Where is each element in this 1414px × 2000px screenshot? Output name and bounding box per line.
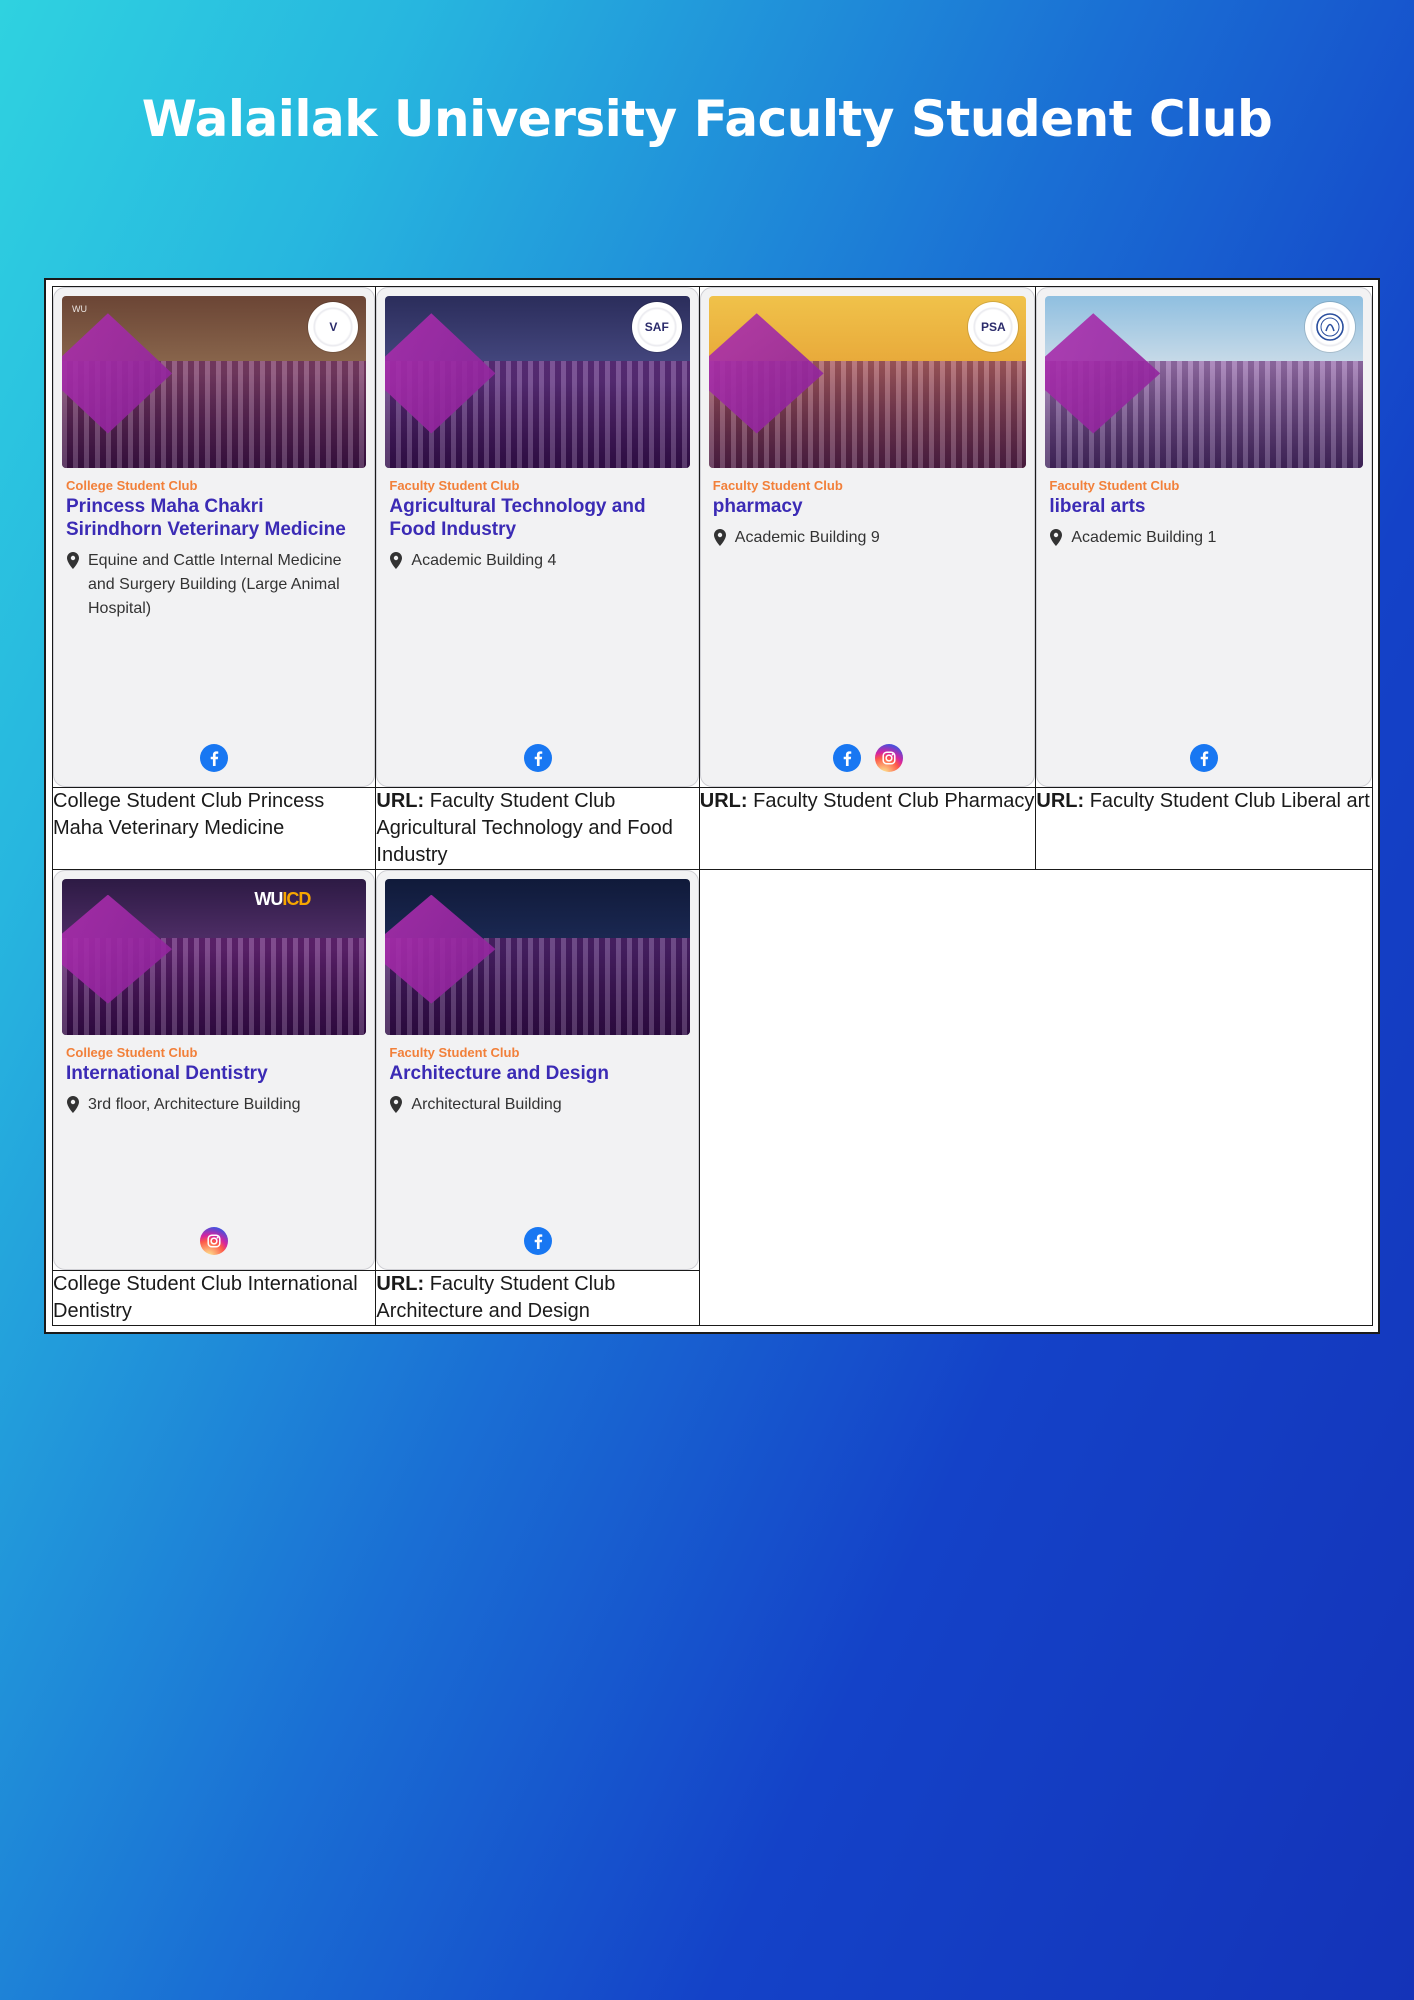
club-logo-icon: V (308, 302, 358, 352)
card-cell-liberal-arts (1036, 287, 1373, 788)
club-logo-icon: SAF (632, 302, 682, 352)
caption-cell (53, 1271, 376, 1326)
club-name: liberal arts (1049, 496, 1146, 517)
caption-label: URL: (376, 1273, 425, 1295)
clubs-table-container (44, 278, 1380, 1334)
clubs-table (52, 286, 1373, 1326)
empty-cell (699, 870, 1372, 1326)
page-title: Walailak University Faculty Student Club (141, 90, 1273, 148)
location-pin-icon (713, 529, 727, 551)
club-name: Architecture and Design (389, 1063, 609, 1084)
club-kicker: Faculty Student Club (1049, 478, 1180, 493)
club-kicker: College Student Club (66, 1045, 198, 1060)
instagram-icon[interactable] (875, 744, 903, 772)
caption-text: College Student Club Princess Maha Veterinary Medicine (53, 790, 325, 839)
caption-cell (376, 788, 699, 870)
club-location-row (1049, 526, 1359, 551)
club-socials (701, 744, 1035, 772)
club-socials (54, 1227, 374, 1255)
club-location-row (66, 549, 362, 621)
club-location-row (389, 1093, 685, 1118)
facebook-icon[interactable] (833, 744, 861, 772)
caption-cell (376, 1271, 699, 1326)
club-location-row (713, 526, 1023, 551)
caption-cell (1036, 788, 1373, 870)
club-location-text: Academic Building 4 (411, 552, 557, 570)
club-photo (1045, 296, 1363, 468)
club-socials (377, 1227, 697, 1255)
club-location-row (389, 549, 685, 574)
location-pin-icon (1049, 529, 1063, 551)
photo-caption-overlay: WU (72, 304, 87, 314)
club-name: pharmacy (712, 496, 803, 517)
club-socials (1037, 744, 1371, 772)
caption-label: URL: (376, 790, 425, 812)
club-location-text: Academic Building 9 (734, 529, 880, 547)
club-kicker: College Student Club (66, 478, 198, 493)
facebook-icon[interactable] (200, 744, 228, 772)
club-name: Princess Maha Chakri Sirindhorn Veterinary Medicine (66, 496, 346, 541)
location-pin-icon (66, 552, 80, 574)
club-photo (62, 879, 366, 1035)
club-logo-icon: PSA (968, 302, 1018, 352)
club-card[interactable] (1036, 287, 1372, 787)
instagram-icon[interactable] (200, 1227, 228, 1255)
caption-text: Faculty Student Club Pharmacy (753, 790, 1035, 812)
club-card[interactable] (700, 287, 1036, 787)
card-cell-architecture (376, 870, 699, 1271)
club-socials (377, 744, 697, 772)
club-location-text: 3rd floor, Architecture Building (88, 1096, 301, 1114)
club-photo (62, 296, 366, 468)
club-photo (709, 296, 1027, 468)
caption-text: College Student Club International Dentistry (53, 1273, 358, 1322)
caption-cell (53, 788, 376, 870)
facebook-icon[interactable] (524, 1227, 552, 1255)
club-location-text: Equine and Cattle Internal Medicine and Surgery Building (Large Animal Hospital) (88, 552, 342, 618)
caption-text: Faculty Student Club Architecture and Design (376, 1273, 616, 1322)
caption-cell (699, 788, 1036, 870)
card-cell-pharmacy (699, 287, 1036, 788)
location-pin-icon (66, 1096, 80, 1118)
club-location-row (66, 1093, 362, 1118)
club-kicker: Faculty Student Club (389, 1045, 520, 1060)
club-card[interactable] (376, 287, 698, 787)
caption-text: Faculty Student Club Agricultural Technology and Food Industry (376, 790, 673, 866)
facebook-icon[interactable] (524, 744, 552, 772)
club-location-text: Academic Building 1 (1071, 529, 1217, 547)
table-row (53, 870, 1373, 1271)
club-logo-icon (1305, 302, 1355, 352)
table-row (53, 287, 1373, 788)
caption-text: Faculty Student Club Liberal art (1089, 790, 1370, 812)
club-name: International Dentistry (66, 1063, 268, 1084)
club-photo (385, 296, 689, 468)
club-kicker: Faculty Student Club (712, 478, 843, 493)
table-row (53, 788, 1373, 870)
location-pin-icon (389, 552, 403, 574)
facebook-icon[interactable] (1190, 744, 1218, 772)
club-card[interactable] (53, 287, 375, 787)
caption-label: URL: (1036, 790, 1085, 812)
card-cell-veterinary (53, 287, 376, 788)
club-location-text: Architectural Building (411, 1096, 562, 1114)
card-cell-dentistry (53, 870, 376, 1271)
club-socials (54, 744, 374, 772)
club-photo (385, 879, 689, 1035)
club-card[interactable] (376, 870, 698, 1270)
club-card[interactable] (53, 870, 375, 1270)
club-kicker: Faculty Student Club (389, 478, 520, 493)
location-pin-icon (389, 1096, 403, 1118)
club-name: Agricultural Technology and Food Industry (389, 496, 646, 541)
caption-label: URL: (699, 790, 748, 812)
card-cell-agri (376, 287, 699, 788)
club-wordmark: WUICD (254, 889, 311, 909)
